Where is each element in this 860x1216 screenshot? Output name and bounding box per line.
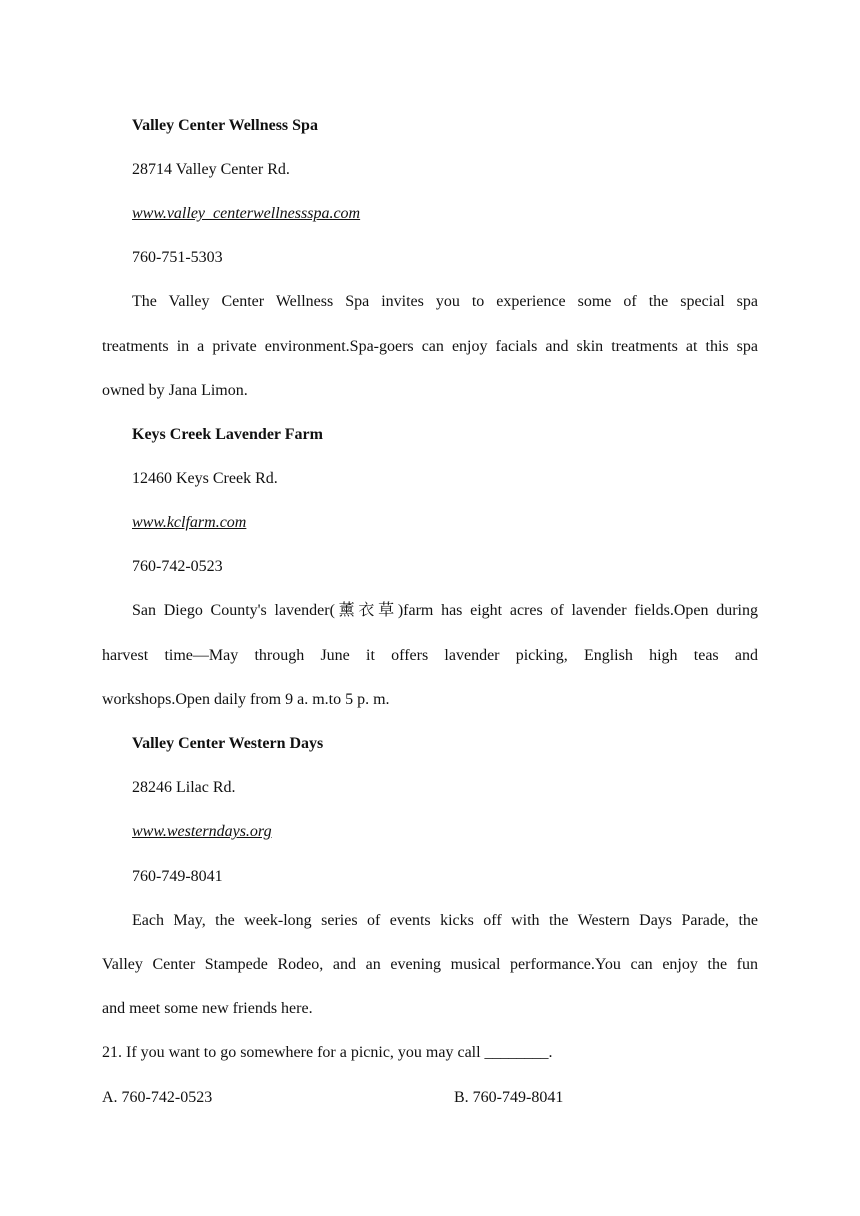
listing-description-line: The Valley Center Wellness Spa invites you to experience some of the special spa bbox=[132, 293, 758, 310]
listing-description-line: treatments in a private environment.Spa-goers can enjoy facials and skin treatments at this spa bbox=[102, 338, 758, 355]
listing-website-link[interactable]: www.kclfarm.com bbox=[132, 514, 247, 531]
listing-description-line: Valley Center Stampede Rodeo, and an evening musical performance.You can enjoy the fun bbox=[102, 956, 758, 973]
listing-description-line: owned by Jana Limon. bbox=[102, 382, 248, 399]
listing-name: Keys Creek Lavender Farm bbox=[132, 426, 323, 443]
question-text: 21. If you want to go somewhere for a picnic, you may call ________. bbox=[102, 1044, 553, 1061]
listing-name: Valley Center Wellness Spa bbox=[132, 117, 318, 134]
listing-phone: 760-749-8041 bbox=[132, 868, 223, 885]
listing-address: 28246 Lilac Rd. bbox=[132, 779, 236, 796]
listing-address: 28714 Valley Center Rd. bbox=[132, 161, 290, 178]
listing-description-line: workshops.Open daily from 9 a. m.to 5 p. m. bbox=[102, 691, 390, 708]
listing-website-link[interactable]: www.valley_centerwellnessspa.com bbox=[132, 205, 361, 222]
listing-phone: 760-742-0523 bbox=[132, 558, 223, 575]
listing-website-link[interactable]: www.westerndays.org bbox=[132, 823, 272, 840]
listing-description-line: Each May, the week-long series of events kicks off with the Western Days Parade, the bbox=[132, 912, 758, 929]
answer-option-b: B. 760-749-8041 bbox=[454, 1089, 564, 1106]
listing-description-line: San Diego County's lavender(薰衣草)farm has eight acres of lavender fields.Open during bbox=[132, 602, 758, 619]
listing-phone: 760-751-5303 bbox=[132, 249, 223, 266]
listing-name: Valley Center Western Days bbox=[132, 735, 324, 752]
listing-description-line: harvest time—May through June it offers lavender picking, English high teas and bbox=[102, 647, 758, 664]
answer-option-a: A. 760-742-0523 bbox=[102, 1089, 213, 1106]
listing-description-line: and meet some new friends here. bbox=[102, 1000, 313, 1017]
listing-address: 12460 Keys Creek Rd. bbox=[132, 470, 278, 487]
